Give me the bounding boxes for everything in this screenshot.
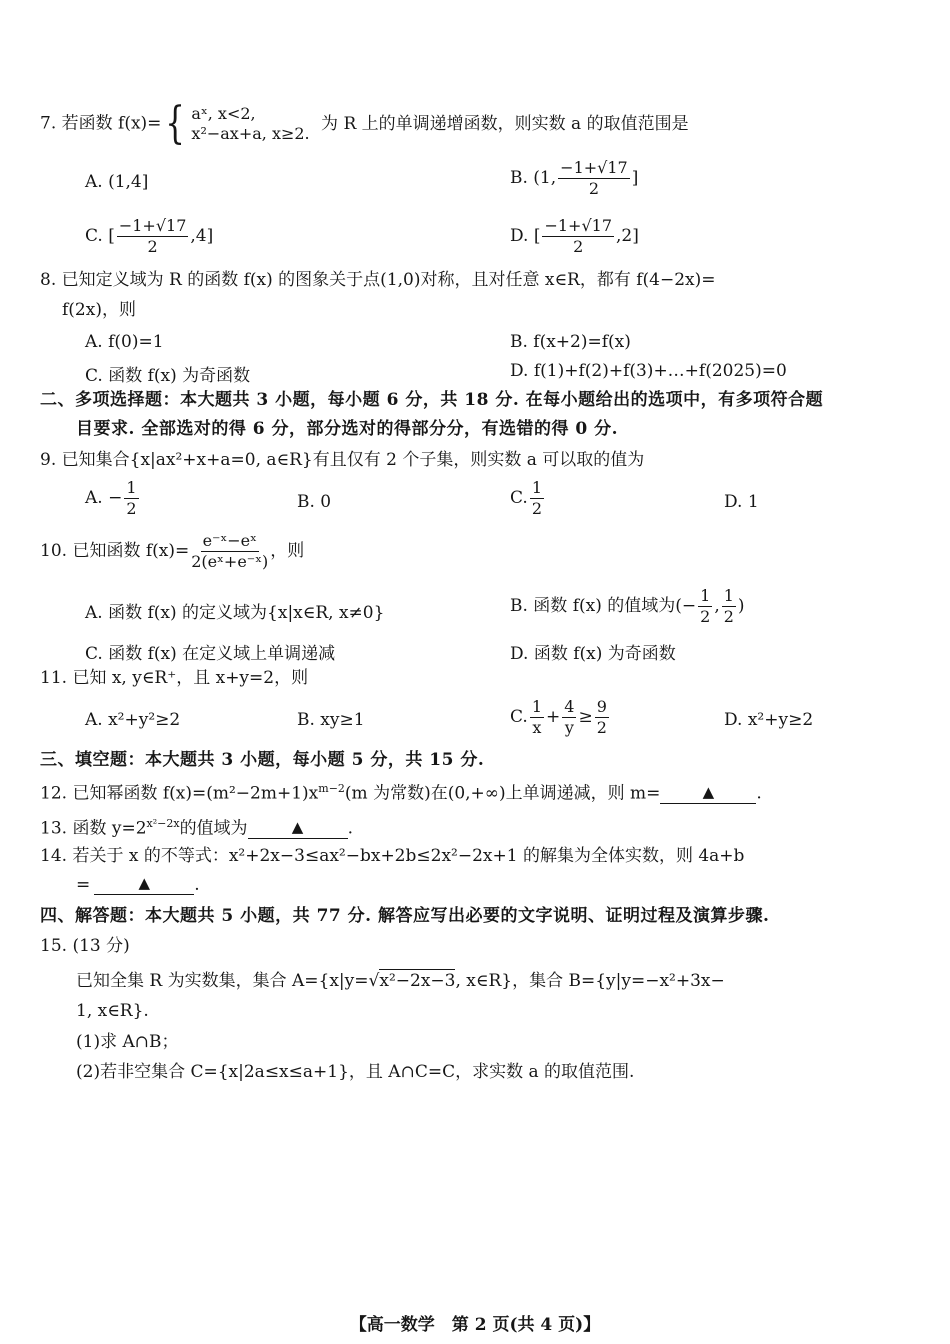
brace-icon: {	[165, 98, 186, 149]
section2-heading-line2: 目要求. 全部选对的得 6 分，部分选对的得部分分，有选错的得 0 分.	[76, 419, 619, 439]
q10-den: 2(eˣ+e⁻ˣ)	[191, 552, 269, 571]
q7-case2: x²−ax+a, x≥2.	[191, 124, 310, 143]
section4-heading: 四、解答题：本大题共 5 小题，共 77 分. 解答应写出必要的文字说明、证明过程及演算步骤.	[40, 906, 770, 926]
q7-option-a: A. (1,4]	[85, 172, 149, 192]
q9-option-c	[510, 480, 546, 517]
q13-text: 13. 函数 y=2	[40, 818, 147, 839]
q7-d-num: −1+√17	[544, 216, 613, 235]
q7-b-pre: B. (1,	[510, 168, 557, 188]
triangle-icon: ▲	[291, 817, 304, 836]
q10-option-a: A. 函数 f(x) 的定义域为{x|x∈R, x≠0}	[85, 603, 385, 623]
q10-stem	[40, 533, 304, 570]
q8-option-a: A. f(0)=1	[85, 332, 164, 352]
q7-case1: aˣ, x<2,	[191, 104, 256, 123]
q11-option-d: D. x²+y≥2	[724, 710, 814, 730]
q11-c-frac2	[562, 699, 576, 736]
q11-c-ge: ≥	[578, 707, 593, 727]
q10-frac	[191, 533, 268, 570]
q8-stem-line2: f(2x)，则	[62, 300, 136, 320]
q15-part2: (2)若非空集合 C={x|2a≤x≤a+1}，且 A∩C=C，求实数 a 的取值范围.	[76, 1062, 635, 1082]
q11-c-frac3	[595, 699, 609, 736]
q15-line2: 1, x∈R}.	[76, 1001, 149, 1021]
q8-option-d: D. f(1)+f(2)+f(3)+…+f(2025)=0	[510, 361, 787, 381]
q9-option-d: D. 1	[724, 492, 759, 512]
q9-option-a	[85, 480, 141, 517]
q11-c-frac1	[530, 699, 544, 736]
section2-heading-line1: 二、多项选择题：本大题共 3 小题，每小题 6 分，共 18 分. 在每小题给出的选项中，有多项符合题	[40, 390, 824, 410]
q7-c-frac	[117, 218, 189, 255]
q11-c-plus: +	[546, 707, 561, 727]
q10-b-den2: 2	[723, 607, 734, 626]
q10-option-c: C. 函数 f(x) 在定义域上单调递减	[85, 644, 336, 664]
q15-heading: 15. (13 分)	[40, 936, 130, 956]
q10-b-mid: ,	[714, 596, 720, 616]
q10-suffix: ，则	[270, 541, 305, 561]
q10-prefix: 10. 已知函数 f(x)=	[40, 541, 190, 561]
q14-stem-line1: 14. 若关于 x 的不等式：x²+2x−3≤ax²−bx+2b≤2x²−2x+1 的解集为全体实数，则 4a+b	[40, 846, 745, 866]
q12-exponent: m−2	[318, 782, 345, 795]
q9-c-pre: C.	[510, 488, 528, 508]
q15-line1	[76, 973, 725, 990]
q10-b-frac2	[722, 588, 736, 625]
q12-end: .	[756, 783, 762, 804]
q15-part1: (1)求 A∩B；	[76, 1032, 179, 1052]
q7-option-b	[510, 160, 638, 197]
q7-c-den: 2	[147, 237, 158, 256]
q13-stem	[40, 818, 353, 839]
q15-line1-post: , x∈R}，集合 B={y|y=−x²+3x−	[455, 971, 725, 991]
q15-line1-pre: 已知全集 R 为实数集，集合 A={x|y=	[76, 971, 369, 991]
q9-c-frac	[530, 480, 544, 517]
q11-c-d2: y	[564, 718, 574, 737]
q11-c-n1: 1	[531, 697, 542, 716]
q7-b-den: 2	[588, 179, 600, 198]
q15-radicand: x²−2x−3	[379, 971, 456, 991]
q7-b-frac	[558, 160, 630, 197]
q8-stem-line1: 8. 已知定义域为 R 的函数 f(x) 的图象关于点(1,0)对称，且对任意 x∈R，都有 f(4−2x)=	[40, 270, 716, 290]
triangle-icon: ▲	[138, 874, 151, 892]
q9-stem: 9. 已知集合{x|ax²+x+a=0, a∈R}有且仅有 2 个子集，则实数 a 可以取的值为	[40, 450, 645, 470]
q7-d-post: ,2]	[616, 226, 639, 246]
q14-eq: =	[76, 875, 91, 895]
q13-exponent: x²−2x	[146, 817, 180, 830]
q13-text2: 的值域为	[179, 818, 248, 839]
q11-stem: 11. 已知 x, y∈R⁺，且 x+y=2，则	[40, 668, 309, 688]
q9-a-num: 1	[126, 478, 137, 497]
sqrt-icon: √	[368, 971, 380, 991]
q13-answer-blank[interactable]	[248, 817, 348, 839]
q12-text2: (m 为常数)在(0,+∞)上单调递减，则 m=	[344, 783, 661, 804]
q7-c-post: ,4]	[190, 226, 214, 246]
q7-b-post: ]	[631, 168, 639, 188]
q11-c-pre: C.	[510, 707, 528, 727]
q9-a-den: 2	[126, 499, 137, 518]
q11-option-c	[510, 699, 611, 736]
q9-a-pre: A. −	[85, 488, 123, 508]
q7-option-c	[85, 218, 213, 255]
q10-b-num2: 1	[723, 586, 734, 605]
q13-end: .	[347, 818, 353, 839]
q8-option-c: C. 函数 f(x) 为奇函数	[85, 366, 251, 386]
q11-c-n3: 9	[596, 697, 607, 716]
q10-b-post: )	[737, 596, 745, 616]
q7-piecewise	[161, 98, 310, 149]
q7-b-num: −1+√17	[560, 158, 628, 177]
q10-option-d: D. 函数 f(x) 为奇函数	[510, 644, 676, 664]
q11-c-n2: 4	[564, 697, 575, 716]
q7-prefix: 7. 若函数 f(x)=	[40, 113, 162, 134]
q7-d-pre: D. [	[510, 226, 541, 246]
q11-c-d1: x	[532, 718, 542, 737]
q7-c-pre: C. [	[85, 226, 115, 246]
q12-stem	[40, 783, 762, 804]
q11-option-b: B. xy≥1	[297, 710, 365, 730]
q9-c-den: 2	[531, 499, 542, 518]
section3-heading: 三、填空题：本大题共 3 小题，每小题 5 分，共 15 分.	[40, 750, 485, 770]
q14-stem-line2	[76, 874, 200, 895]
triangle-icon: ▲	[702, 782, 715, 801]
q7-c-num: −1+√17	[118, 216, 187, 235]
q7-d-den: 2	[573, 237, 584, 256]
q7-d-frac	[542, 218, 614, 255]
q9-c-num: 1	[531, 478, 542, 497]
q10-b-frac1	[698, 588, 712, 625]
q7-option-d	[510, 218, 639, 255]
q9-option-b: B. 0	[297, 492, 332, 512]
q14-end: .	[194, 875, 200, 895]
q10-b-pre: B. 函数 f(x) 的值域为(−	[510, 596, 697, 616]
q11-option-a: A. x²+y²≥2	[85, 710, 181, 730]
q10-option-b	[510, 588, 745, 625]
q10-b-den1: 2	[700, 607, 711, 626]
q10-b-num1: 1	[700, 586, 711, 605]
q9-a-frac	[124, 480, 138, 517]
page-footer: 【高一数学 第 2 页(共 4 页)】	[349, 1315, 601, 1335]
q11-c-d3: 2	[596, 718, 607, 737]
q12-answer-blank[interactable]	[660, 782, 756, 804]
q12-text: 12. 已知幂函数 f(x)=(m²−2m+1)x	[40, 783, 319, 804]
q7-stem	[40, 98, 689, 149]
q8-option-b: B. f(x+2)=f(x)	[510, 332, 631, 352]
q7-suffix: 为 R 上的单调递增函数，则实数 a 的取值范围是	[321, 113, 689, 134]
q14-answer-blank[interactable]	[94, 874, 194, 895]
q10-num: e⁻ˣ−eˣ	[202, 531, 257, 550]
